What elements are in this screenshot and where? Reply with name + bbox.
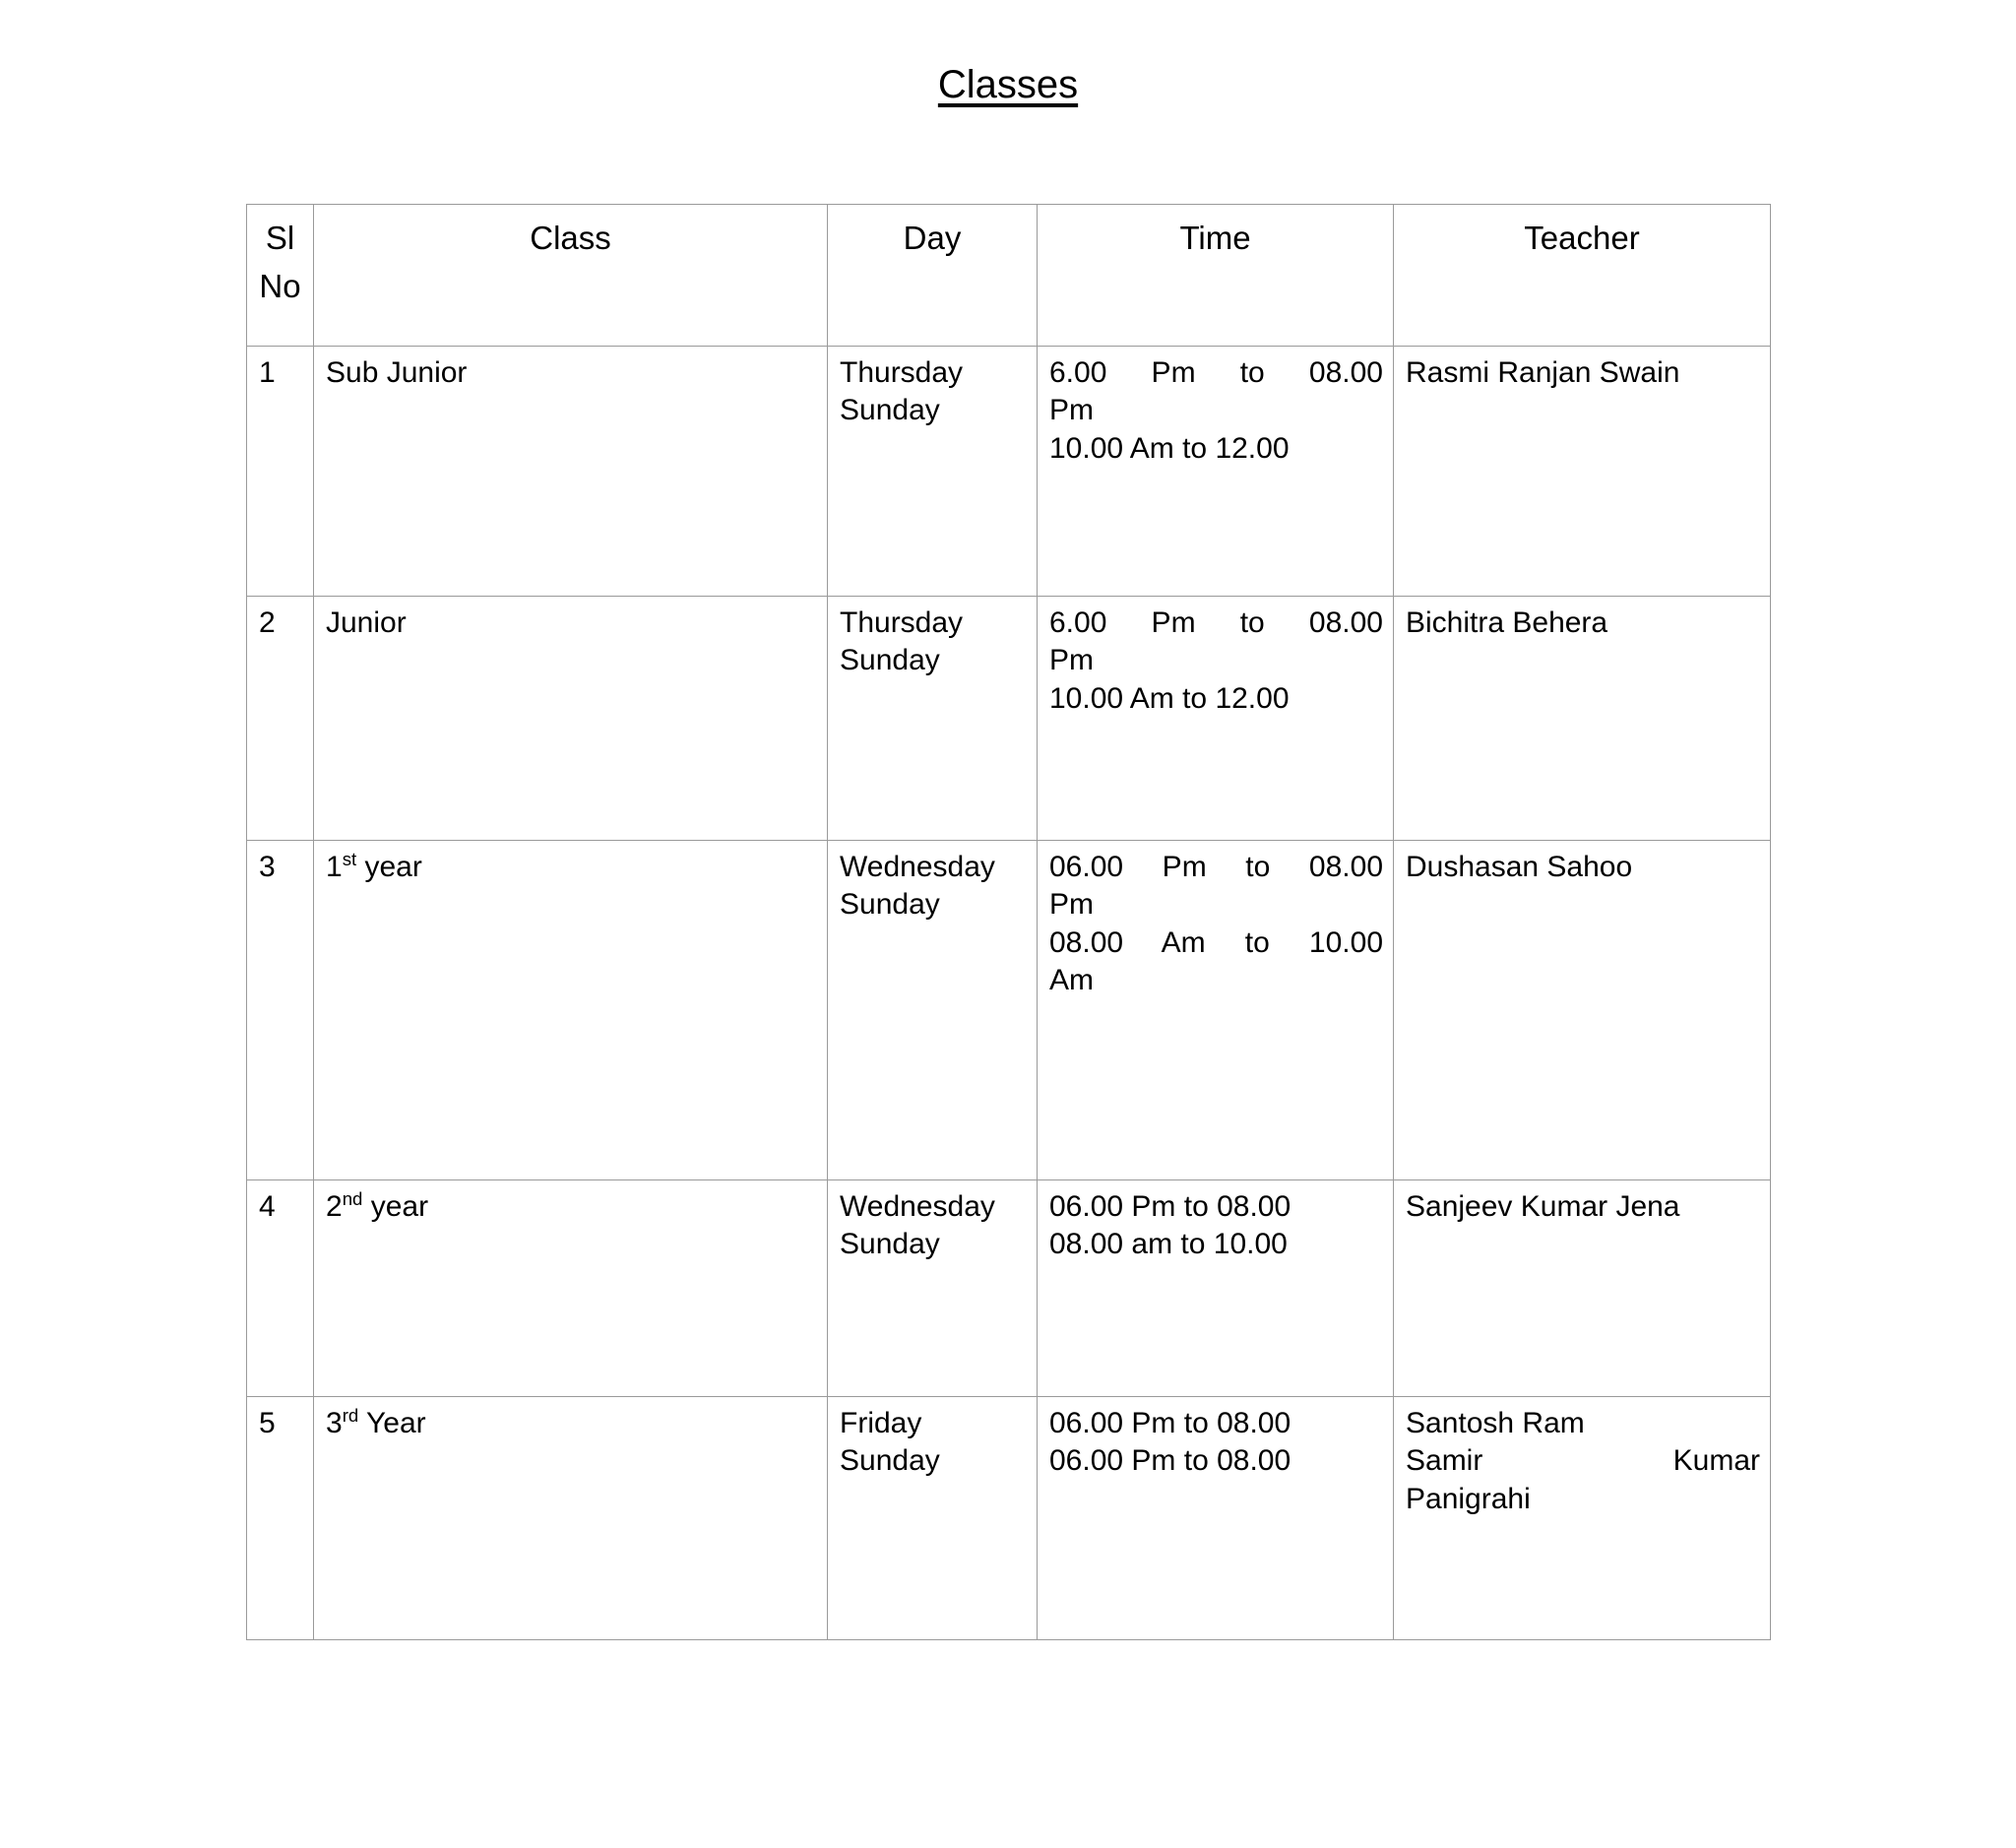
time-primary-line1: 6.00 Pm to 08.00	[1049, 606, 1383, 639]
teacher-secondary-line2: Panigrahi	[1406, 1482, 1531, 1515]
day-primary: Thursday	[840, 606, 964, 639]
cell-day	[828, 597, 1038, 841]
time-primary-line2: Pm	[1049, 394, 1094, 427]
time-primary-line1: 06.00 Pm to 08.00	[1049, 1190, 1292, 1223]
column-header-sl-no	[247, 205, 314, 347]
time-secondary-line1: 10.00 Am to 12.00	[1049, 431, 1290, 465]
day-primary: Wednesday	[840, 851, 995, 883]
day-secondary: Sunday	[840, 1228, 940, 1261]
cell-sl-no: 5	[247, 1397, 314, 1640]
class-name-ordinal: rd	[342, 1405, 359, 1426]
classes-table	[246, 204, 1771, 1640]
time-primary-line2: Pm	[1049, 644, 1094, 677]
cell-class	[314, 841, 828, 1180]
class-name-ordinal: nd	[342, 1188, 363, 1209]
cell-day	[828, 347, 1038, 597]
class-name-number: 3	[326, 1407, 343, 1439]
time-primary-line1: 6.00 Pm to 08.00	[1049, 356, 1383, 389]
class-name-ordinal: st	[342, 849, 357, 869]
class-name-number: 2	[326, 1190, 343, 1223]
page-title-text: Classes	[937, 63, 1079, 106]
table-header-row	[247, 205, 1771, 347]
cell-class	[314, 1180, 828, 1397]
cell-teacher	[1394, 841, 1771, 1180]
cell-class	[314, 597, 828, 841]
cell-teacher	[1394, 597, 1771, 841]
time-secondary-line1: 06.00 Pm to 08.00	[1049, 1444, 1292, 1478]
column-header-sl-line2: No	[259, 267, 301, 304]
cell-day	[828, 841, 1038, 1180]
cell-time	[1038, 1397, 1394, 1640]
teacher-primary: Santosh Ram	[1406, 1407, 1585, 1439]
teacher-secondary-line1: Samir Kumar	[1406, 1444, 1760, 1478]
class-name: Sub Junior	[326, 356, 468, 389]
table-row	[247, 347, 1771, 597]
class-name-suffix: Year	[358, 1407, 426, 1439]
table-row	[247, 597, 1771, 841]
class-name	[326, 1405, 817, 1442]
cell-teacher	[1394, 1180, 1771, 1397]
day-secondary: Sunday	[840, 1444, 940, 1478]
teacher-primary: Bichitra Behera	[1406, 606, 1608, 639]
cell-sl-no: 2	[247, 597, 314, 841]
class-name	[326, 849, 817, 886]
page-title	[0, 61, 2016, 108]
column-header-class: Class	[314, 205, 828, 347]
time-primary-line1: 06.00 Pm to 08.00	[1049, 1407, 1292, 1439]
time-secondary-line1: 08.00 Am to 10.00	[1049, 925, 1383, 959]
cell-time	[1038, 597, 1394, 841]
time-secondary-line1: 08.00 am to 10.00	[1049, 1228, 1288, 1261]
day-primary: Thursday	[840, 356, 964, 389]
cell-sl-no: 4	[247, 1180, 314, 1397]
column-header-sl-line1: Sl	[265, 220, 295, 256]
cell-class	[314, 347, 828, 597]
day-secondary: Sunday	[840, 888, 940, 922]
time-primary-line2: Pm	[1049, 888, 1094, 922]
cell-time	[1038, 347, 1394, 597]
class-name-suffix: year	[362, 1190, 429, 1223]
time-primary-line1: 06.00 Pm to 08.00	[1049, 851, 1383, 883]
time-secondary-line2: Am	[1049, 964, 1094, 997]
cell-class	[314, 1397, 828, 1640]
teacher-primary: Dushasan Sahoo	[1406, 851, 1633, 883]
cell-teacher	[1394, 347, 1771, 597]
cell-sl-no: 1	[247, 347, 314, 597]
time-secondary-line1: 10.00 Am to 12.00	[1049, 681, 1290, 715]
cell-teacher	[1394, 1397, 1771, 1640]
day-primary: Wednesday	[840, 1190, 995, 1223]
column-header-teacher: Teacher	[1394, 205, 1771, 347]
table-row	[247, 1180, 1771, 1397]
teacher-primary: Rasmi Ranjan Swain	[1406, 356, 1680, 389]
day-secondary: Sunday	[840, 644, 940, 677]
column-header-time: Time	[1038, 205, 1394, 347]
column-header-day: Day	[828, 205, 1038, 347]
cell-day	[828, 1397, 1038, 1640]
class-name	[326, 1188, 817, 1226]
cell-time	[1038, 841, 1394, 1180]
day-primary: Friday	[840, 1407, 922, 1439]
table-row	[247, 1397, 1771, 1640]
class-name-number: 1	[326, 851, 343, 883]
teacher-primary: Sanjeev Kumar Jena	[1406, 1190, 1680, 1223]
cell-sl-no: 3	[247, 841, 314, 1180]
cell-day	[828, 1180, 1038, 1397]
day-secondary: Sunday	[840, 394, 940, 427]
class-name: Junior	[326, 606, 407, 639]
class-name-suffix: year	[356, 851, 422, 883]
table-row	[247, 841, 1771, 1180]
cell-time	[1038, 1180, 1394, 1397]
